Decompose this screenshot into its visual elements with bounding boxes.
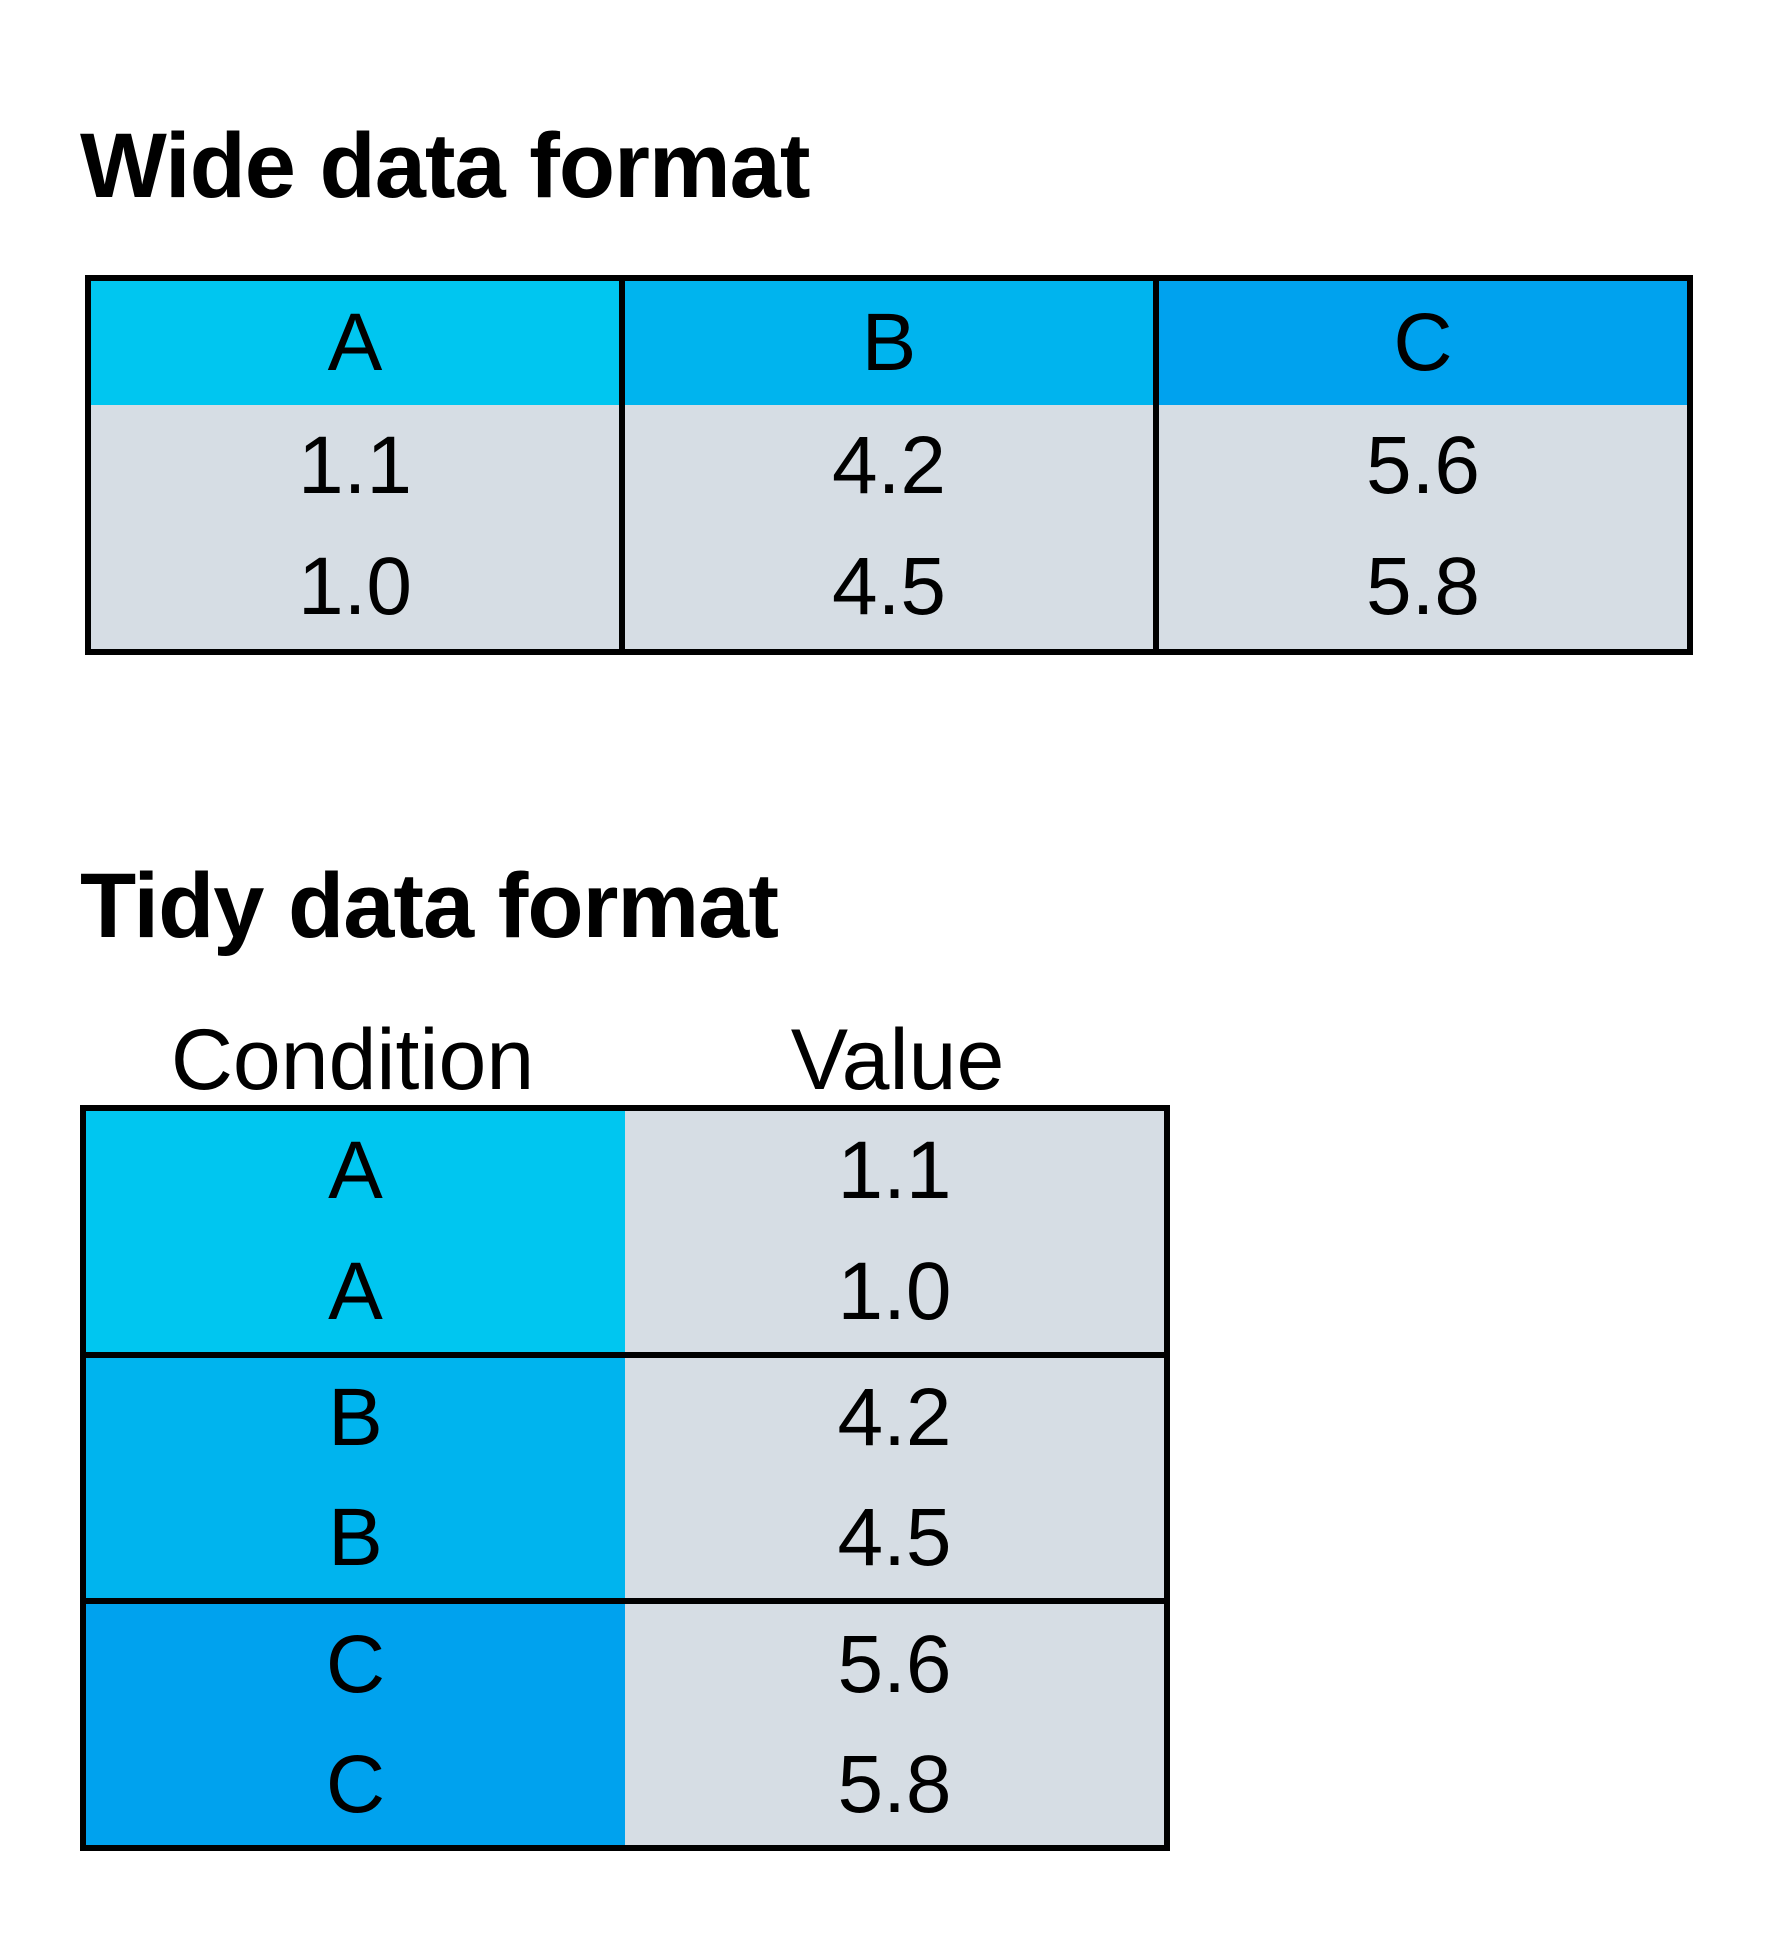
tidy-format-title: Tidy data format	[80, 855, 778, 957]
wide-header-cell: C	[1159, 281, 1687, 405]
value-cell: 1.1	[837, 1125, 952, 1217]
tidy-group-a	[86, 1111, 1164, 1352]
value-cell: 4.2	[837, 1371, 952, 1463]
value-cells	[625, 1111, 1164, 1352]
wide-value-cell: 4.5	[832, 540, 946, 632]
wide-value-cell: 5.8	[1366, 540, 1480, 632]
wide-value-cell: 1.0	[298, 540, 412, 632]
value-cell: 5.6	[837, 1618, 952, 1710]
value-cell: 4.5	[837, 1492, 952, 1584]
condition-cells	[86, 1604, 625, 1845]
condition-header: Condition	[170, 1012, 535, 1108]
wide-column-c	[1153, 281, 1687, 649]
wide-header-cell: B	[625, 281, 1153, 405]
value-header: Value	[790, 1012, 1005, 1108]
condition-cell: A	[328, 1245, 383, 1337]
condition-cell: B	[328, 1492, 383, 1584]
wide-value-cell: 4.2	[832, 419, 946, 511]
condition-cell: A	[328, 1125, 383, 1217]
wide-value-cell: 1.1	[298, 419, 412, 511]
condition-cells	[86, 1358, 625, 1599]
value-cell: 1.0	[837, 1245, 952, 1337]
condition-cell: C	[325, 1738, 386, 1830]
wide-format-title: Wide data format	[80, 115, 810, 217]
value-cells	[625, 1604, 1164, 1845]
condition-cell: B	[328, 1371, 383, 1463]
wide-column-b	[619, 281, 1153, 649]
tidy-group-c	[86, 1598, 1164, 1845]
value-cell: 5.8	[837, 1738, 952, 1830]
wide-header-cell: A	[91, 281, 619, 405]
tidy-table	[80, 1105, 1170, 1851]
wide-table	[85, 275, 1693, 655]
wide-value-cell: 5.6	[1366, 419, 1480, 511]
value-cells	[625, 1358, 1164, 1599]
condition-cell: C	[325, 1618, 386, 1710]
tidy-group-b	[86, 1352, 1164, 1599]
wide-column-a	[91, 281, 619, 649]
condition-cells	[86, 1111, 625, 1352]
tidy-column-headers	[80, 1010, 1170, 1110]
